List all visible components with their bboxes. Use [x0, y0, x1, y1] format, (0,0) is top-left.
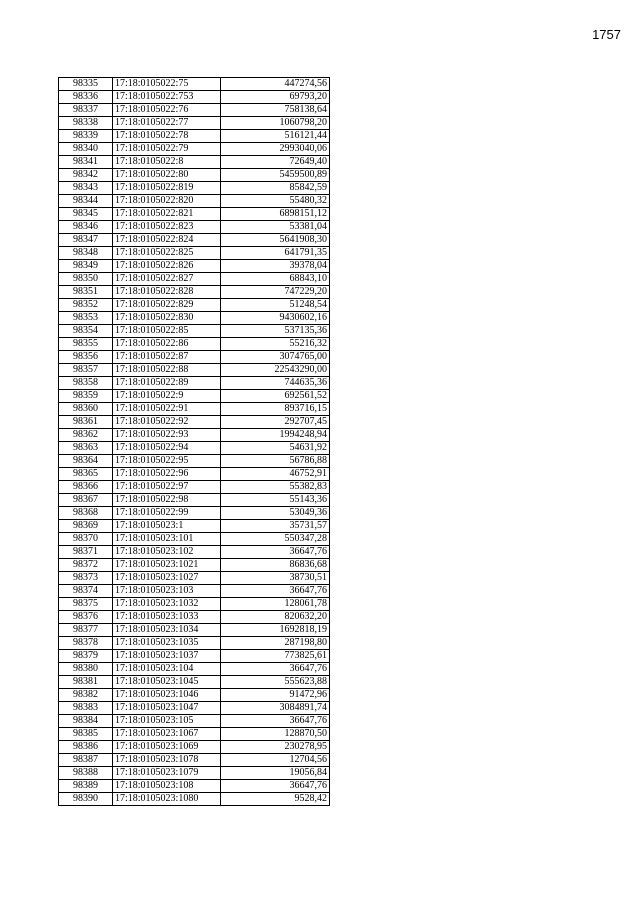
- cadastral-number-cell: 17:18:0105022:80: [113, 169, 221, 182]
- cadastral-number-cell: 17:18:0105023:1045: [113, 676, 221, 689]
- value-cell: 55480,32: [221, 195, 330, 208]
- table-row: [59, 494, 330, 507]
- row-number-cell: 98352: [59, 299, 113, 312]
- cadastral-number-cell: 17:18:0105022:824: [113, 234, 221, 247]
- value-cell: 35731,57: [221, 520, 330, 533]
- row-number-cell: 98351: [59, 286, 113, 299]
- row-number-cell: 98342: [59, 169, 113, 182]
- cadastral-number-cell: 17:18:0105022:98: [113, 494, 221, 507]
- cadastral-number-cell: 17:18:0105022:823: [113, 221, 221, 234]
- row-number-cell: 98354: [59, 325, 113, 338]
- cadastral-number-cell: 17:18:0105023:1079: [113, 767, 221, 780]
- row-number-cell: 98376: [59, 611, 113, 624]
- cadastral-number-cell: 17:18:0105023:1034: [113, 624, 221, 637]
- cadastral-number-cell: 17:18:0105022:86: [113, 338, 221, 351]
- cadastral-number-cell: 17:18:0105023:105: [113, 715, 221, 728]
- table-row: [59, 481, 330, 494]
- cadastral-number-cell: 17:18:0105022:78: [113, 130, 221, 143]
- cadastral-number-cell: 17:18:0105023:1033: [113, 611, 221, 624]
- table-row: [59, 247, 330, 260]
- value-cell: 36647,76: [221, 780, 330, 793]
- table-row: [59, 91, 330, 104]
- table-row: [59, 663, 330, 676]
- value-cell: 287198,80: [221, 637, 330, 650]
- value-cell: 51248,54: [221, 299, 330, 312]
- value-cell: 1060798,20: [221, 117, 330, 130]
- table-row: [59, 546, 330, 559]
- table-row: [59, 286, 330, 299]
- cadastral-number-cell: 17:18:0105022:85: [113, 325, 221, 338]
- row-number-cell: 98371: [59, 546, 113, 559]
- row-number-cell: 98381: [59, 676, 113, 689]
- cadastral-number-cell: 17:18:0105022:819: [113, 182, 221, 195]
- table-row: [59, 767, 330, 780]
- value-cell: 3084891,74: [221, 702, 330, 715]
- table-row: [59, 104, 330, 117]
- table-row: [59, 156, 330, 169]
- table-row: [59, 78, 330, 91]
- table-row: [59, 676, 330, 689]
- value-cell: 128061,78: [221, 598, 330, 611]
- row-number-cell: 98346: [59, 221, 113, 234]
- value-cell: 6898151,12: [221, 208, 330, 221]
- row-number-cell: 98389: [59, 780, 113, 793]
- table-row: [59, 416, 330, 429]
- cadastral-number-cell: 17:18:0105023:1035: [113, 637, 221, 650]
- row-number-cell: 98362: [59, 429, 113, 442]
- row-number-cell: 98357: [59, 364, 113, 377]
- table-row: [59, 377, 330, 390]
- value-cell: 516121,44: [221, 130, 330, 143]
- table-row: [59, 182, 330, 195]
- table-row: [59, 273, 330, 286]
- row-number-cell: 98338: [59, 117, 113, 130]
- row-number-cell: 98385: [59, 728, 113, 741]
- cadastral-number-cell: 17:18:0105022:8: [113, 156, 221, 169]
- table-row: [59, 598, 330, 611]
- cadastral-number-cell: 17:18:0105023:1032: [113, 598, 221, 611]
- row-number-cell: 98361: [59, 416, 113, 429]
- row-number-cell: 98388: [59, 767, 113, 780]
- row-number-cell: 98335: [59, 78, 113, 91]
- row-number-cell: 98374: [59, 585, 113, 598]
- table-row: [59, 143, 330, 156]
- row-number-cell: 98337: [59, 104, 113, 117]
- row-number-cell: 98386: [59, 741, 113, 754]
- table-row: [59, 793, 330, 806]
- table-row: [59, 572, 330, 585]
- table-row: [59, 338, 330, 351]
- table-row: [59, 754, 330, 767]
- data-table: [58, 77, 330, 806]
- row-number-cell: 98383: [59, 702, 113, 715]
- table-row: [59, 624, 330, 637]
- cadastral-number-cell: 17:18:0105023:1069: [113, 741, 221, 754]
- cadastral-number-cell: 17:18:0105023:1037: [113, 650, 221, 663]
- value-cell: 85842,59: [221, 182, 330, 195]
- table-row: [59, 260, 330, 273]
- row-number-cell: 98341: [59, 156, 113, 169]
- table-row: [59, 130, 330, 143]
- cadastral-number-cell: 17:18:0105022:96: [113, 468, 221, 481]
- value-cell: 893716,15: [221, 403, 330, 416]
- value-cell: 55216,32: [221, 338, 330, 351]
- cadastral-number-cell: 17:18:0105022:825: [113, 247, 221, 260]
- row-number-cell: 98339: [59, 130, 113, 143]
- value-cell: 46752,91: [221, 468, 330, 481]
- cadastral-number-cell: 17:18:0105023:1046: [113, 689, 221, 702]
- table-row: [59, 221, 330, 234]
- table-row: [59, 468, 330, 481]
- value-cell: 91472,96: [221, 689, 330, 702]
- table-row: [59, 780, 330, 793]
- cadastral-number-cell: 17:18:0105022:79: [113, 143, 221, 156]
- table-row: [59, 702, 330, 715]
- cadastral-number-cell: 17:18:0105022:76: [113, 104, 221, 117]
- table-row: [59, 559, 330, 572]
- cadastral-number-cell: 17:18:0105023:1080: [113, 793, 221, 806]
- cadastral-number-cell: 17:18:0105022:88: [113, 364, 221, 377]
- table-row: [59, 234, 330, 247]
- table-row: [59, 585, 330, 598]
- value-cell: 820632,20: [221, 611, 330, 624]
- table-row: [59, 403, 330, 416]
- value-cell: 9430602,16: [221, 312, 330, 325]
- row-number-cell: 98384: [59, 715, 113, 728]
- cadastral-number-cell: 17:18:0105023:108: [113, 780, 221, 793]
- table-row: [59, 507, 330, 520]
- table-row: [59, 689, 330, 702]
- value-cell: 5459500,89: [221, 169, 330, 182]
- value-cell: 19056,84: [221, 767, 330, 780]
- value-cell: 55143,36: [221, 494, 330, 507]
- cadastral-number-cell: 17:18:0105022:87: [113, 351, 221, 364]
- cadastral-number-cell: 17:18:0105023:103: [113, 585, 221, 598]
- cadastral-number-cell: 17:18:0105022:95: [113, 455, 221, 468]
- cadastral-number-cell: 17:18:0105022:827: [113, 273, 221, 286]
- cadastral-number-cell: 17:18:0105022:9: [113, 390, 221, 403]
- value-cell: 53049,36: [221, 507, 330, 520]
- row-number-cell: 98379: [59, 650, 113, 663]
- row-number-cell: 98360: [59, 403, 113, 416]
- cadastral-number-cell: 17:18:0105022:94: [113, 442, 221, 455]
- table-row: [59, 390, 330, 403]
- cadastral-number-cell: 17:18:0105023:1: [113, 520, 221, 533]
- value-cell: 292707,45: [221, 416, 330, 429]
- value-cell: 1994248,94: [221, 429, 330, 442]
- value-cell: 86836,68: [221, 559, 330, 572]
- cadastral-number-cell: 17:18:0105022:753: [113, 91, 221, 104]
- table-row: [59, 611, 330, 624]
- value-cell: 54631,92: [221, 442, 330, 455]
- value-cell: 230278,95: [221, 741, 330, 754]
- table-row: [59, 650, 330, 663]
- cadastral-number-cell: 17:18:0105023:104: [113, 663, 221, 676]
- row-number-cell: 98378: [59, 637, 113, 650]
- cadastral-number-cell: 17:18:0105023:1067: [113, 728, 221, 741]
- row-number-cell: 98353: [59, 312, 113, 325]
- page-number: 1757: [592, 27, 621, 42]
- table-row: [59, 728, 330, 741]
- value-cell: 641791,35: [221, 247, 330, 260]
- cadastral-number-cell: 17:18:0105022:92: [113, 416, 221, 429]
- value-cell: 9528,42: [221, 793, 330, 806]
- row-number-cell: 98336: [59, 91, 113, 104]
- cadastral-number-cell: 17:18:0105022:830: [113, 312, 221, 325]
- row-number-cell: 98358: [59, 377, 113, 390]
- table-row: [59, 299, 330, 312]
- row-number-cell: 98365: [59, 468, 113, 481]
- value-cell: 555623,88: [221, 676, 330, 689]
- row-number-cell: 98345: [59, 208, 113, 221]
- table-row: [59, 312, 330, 325]
- cadastral-number-cell: 17:18:0105023:1047: [113, 702, 221, 715]
- table-row: [59, 715, 330, 728]
- row-number-cell: 98368: [59, 507, 113, 520]
- table-row: [59, 429, 330, 442]
- row-number-cell: 98356: [59, 351, 113, 364]
- table-row: [59, 741, 330, 754]
- row-number-cell: 98347: [59, 234, 113, 247]
- value-cell: 68843,10: [221, 273, 330, 286]
- cadastral-number-cell: 17:18:0105022:829: [113, 299, 221, 312]
- table-row: [59, 364, 330, 377]
- table-row: [59, 520, 330, 533]
- table-row: [59, 351, 330, 364]
- row-number-cell: 98387: [59, 754, 113, 767]
- value-cell: 55382,83: [221, 481, 330, 494]
- table-row: [59, 442, 330, 455]
- row-number-cell: 98375: [59, 598, 113, 611]
- row-number-cell: 98369: [59, 520, 113, 533]
- row-number-cell: 98380: [59, 663, 113, 676]
- row-number-cell: 98349: [59, 260, 113, 273]
- cadastral-number-cell: 17:18:0105022:93: [113, 429, 221, 442]
- value-cell: 5641908,30: [221, 234, 330, 247]
- value-cell: 747229,20: [221, 286, 330, 299]
- value-cell: 36647,76: [221, 663, 330, 676]
- table-row: [59, 325, 330, 338]
- table-row: [59, 533, 330, 546]
- table-row: [59, 117, 330, 130]
- table-row: [59, 455, 330, 468]
- value-cell: 53381,04: [221, 221, 330, 234]
- value-cell: 128870,50: [221, 728, 330, 741]
- row-number-cell: 98355: [59, 338, 113, 351]
- cadastral-number-cell: 17:18:0105022:828: [113, 286, 221, 299]
- value-cell: 1692818,19: [221, 624, 330, 637]
- value-cell: 758138,64: [221, 104, 330, 117]
- cadastral-number-cell: 17:18:0105023:1078: [113, 754, 221, 767]
- cadastral-number-cell: 17:18:0105022:77: [113, 117, 221, 130]
- row-number-cell: 98350: [59, 273, 113, 286]
- cadastral-number-cell: 17:18:0105022:821: [113, 208, 221, 221]
- row-number-cell: 98344: [59, 195, 113, 208]
- cadastral-number-cell: 17:18:0105023:101: [113, 533, 221, 546]
- value-cell: 36647,76: [221, 715, 330, 728]
- table-row: [59, 169, 330, 182]
- cadastral-number-cell: 17:18:0105022:89: [113, 377, 221, 390]
- value-cell: 36647,76: [221, 546, 330, 559]
- cadastral-number-cell: 17:18:0105023:1027: [113, 572, 221, 585]
- row-number-cell: 98363: [59, 442, 113, 455]
- value-cell: 447274,56: [221, 78, 330, 91]
- cadastral-number-cell: 17:18:0105023:102: [113, 546, 221, 559]
- value-cell: 773825,61: [221, 650, 330, 663]
- value-cell: 22543290,00: [221, 364, 330, 377]
- cadastral-number-cell: 17:18:0105022:91: [113, 403, 221, 416]
- row-number-cell: 98364: [59, 455, 113, 468]
- table-row: [59, 637, 330, 650]
- row-number-cell: 98367: [59, 494, 113, 507]
- value-cell: 69793,20: [221, 91, 330, 104]
- row-number-cell: 98372: [59, 559, 113, 572]
- cadastral-number-cell: 17:18:0105022:97: [113, 481, 221, 494]
- table-body: [59, 78, 330, 806]
- row-number-cell: 98366: [59, 481, 113, 494]
- value-cell: 744635,36: [221, 377, 330, 390]
- row-number-cell: 98382: [59, 689, 113, 702]
- value-cell: 36647,76: [221, 585, 330, 598]
- cadastral-number-cell: 17:18:0105023:1021: [113, 559, 221, 572]
- value-cell: 38730,51: [221, 572, 330, 585]
- value-cell: 39378,04: [221, 260, 330, 273]
- value-cell: 537135,36: [221, 325, 330, 338]
- value-cell: 3074765,00: [221, 351, 330, 364]
- row-number-cell: 98343: [59, 182, 113, 195]
- value-cell: 56786,88: [221, 455, 330, 468]
- row-number-cell: 98377: [59, 624, 113, 637]
- table-row: [59, 195, 330, 208]
- cadastral-number-cell: 17:18:0105022:75: [113, 78, 221, 91]
- row-number-cell: 98348: [59, 247, 113, 260]
- value-cell: 12704,56: [221, 754, 330, 767]
- row-number-cell: 98390: [59, 793, 113, 806]
- cadastral-number-cell: 17:18:0105022:99: [113, 507, 221, 520]
- row-number-cell: 98373: [59, 572, 113, 585]
- row-number-cell: 98370: [59, 533, 113, 546]
- value-cell: 550347,28: [221, 533, 330, 546]
- row-number-cell: 98340: [59, 143, 113, 156]
- value-cell: 692561,52: [221, 390, 330, 403]
- cadastral-number-cell: 17:18:0105022:826: [113, 260, 221, 273]
- value-cell: 72649,40: [221, 156, 330, 169]
- cadastral-number-cell: 17:18:0105022:820: [113, 195, 221, 208]
- value-cell: 2993040,06: [221, 143, 330, 156]
- table-row: [59, 208, 330, 221]
- row-number-cell: 98359: [59, 390, 113, 403]
